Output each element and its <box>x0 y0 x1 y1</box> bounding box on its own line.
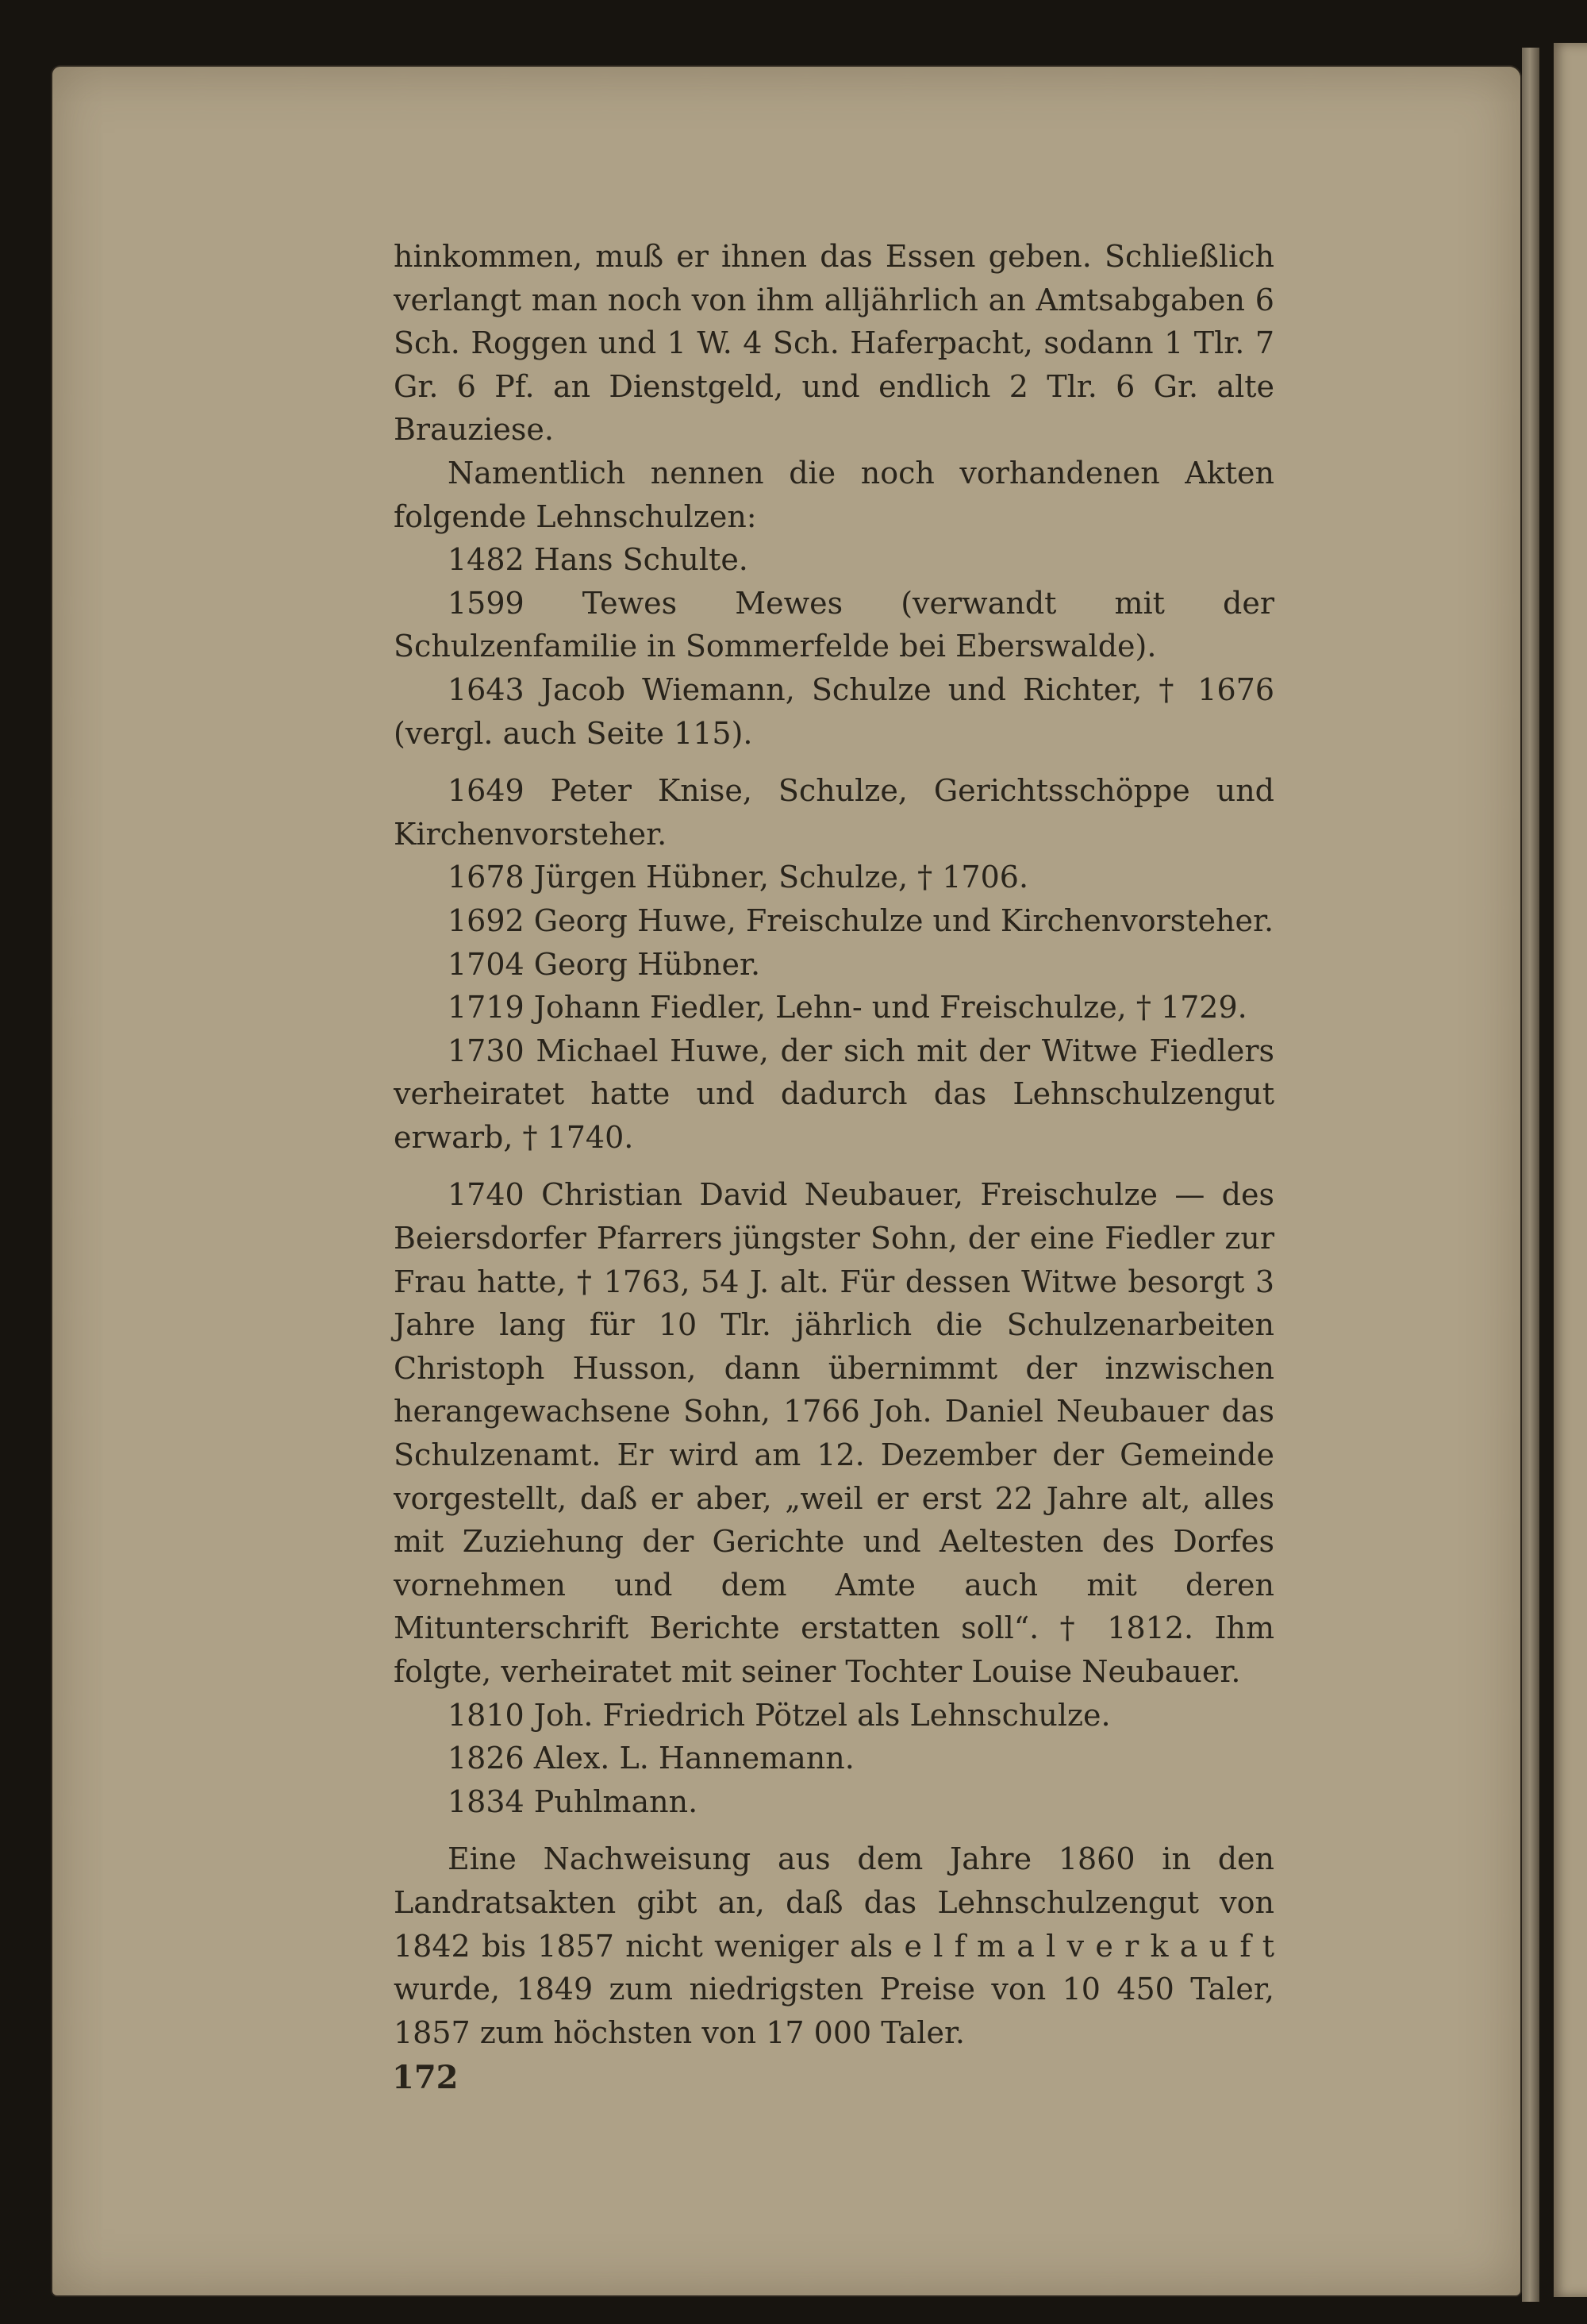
list-item: 1719 Johann Fiedler, Lehn- und Freischulze, † 1729. <box>448 990 1247 1025</box>
paragraph: Namentlich nennen die noch vorhandenen Akten folgende Lehnschulzen: <box>394 455 1274 534</box>
body-text <box>394 235 1274 2054</box>
list-item: 1482 Hans Schulte. <box>448 542 748 578</box>
page-edge <box>1522 48 1539 2302</box>
list-item: 1649 Peter Knise, Schulze, Gerichtsschöppe und Kirchenvorsteher. <box>394 773 1274 852</box>
paragraph: hinkommen, muß er ihnen das Essen geben. Schließlich verlangt man noch von ihm alljährlich an Amtsabgaben 6 Sch. Roggen und 1 W. 4 Sch. Haferpacht, sodann 1 Tlr. 7 Gr. 6 Pf. an Dienstgeld, und endlich 2 Tlr. 6 Gr. alte Brauziese. <box>394 239 1274 448</box>
list-item: 1834 Puhlmann. <box>448 1783 698 1819</box>
list-item: 1826 Alex. L. Hannemann. <box>448 1741 855 1776</box>
list-item: 1678 Jürgen Hübner, Schulze, † 1706. <box>448 860 1029 895</box>
list-item: 1692 Georg Huwe, Freischulze und Kirchenvorsteher. <box>448 902 1274 938</box>
list-item: 1704 Georg Hübner. <box>448 946 761 982</box>
paragraph: Eine Nachweisung aus dem Jahre 1860 in den Landratsakten gibt an, daß das Lehnschulzengut von 1842 bis 1857 nicht weniger als e l f m a l v e r k a u f t wurde, 1849 zum niedrigsten Preise von 10 450 Taler, 1857 zum höchsten von 17 000 Taler. <box>394 1841 1274 2050</box>
list-item: 1599 Tewes Mewes (verwandt mit der Schulzenfamilie in Sommerfelde bei Eberswalde). <box>394 585 1274 664</box>
list-item: 1810 Joh. Friedrich Pötzel als Lehnschulze. <box>448 1697 1111 1733</box>
facing-page-edge <box>1554 43 1587 2297</box>
page-number: 172 <box>392 2059 459 2096</box>
list-item: 1643 Jacob Wiemann, Schulze und Richter, † 1676 (vergl. auch Seite 115). <box>394 671 1274 751</box>
list-item: 1740 Christian David Neubauer, Freischulze — des Beiersdorfer Pfarrers jüngster Sohn, der eine Fiedler zur Frau hatte, † 1763, 54 J. alt. Für dessen Witwe besorgt 3 Jahre lang für 10 Tlr. jährlich die Schulzenarbeiten Christoph Husson, dann übernimmt der inzwischen herangewachsene Sohn, 1766 Joh. Daniel Neubauer das Schulzenamt. Er wird am 12. Dezember der Gemeinde vorgestellt, daß er aber, „weil er erst 22 Jahre alt, alles mit Zuziehung der Gerichte und Aeltesten des Dorfes vornehmen und dem Amte auch mit deren Mitunterschrift Berichte erstatten soll“. † 1812. Ihm folgte, verheiratet mit seiner Tochter Louise Neubauer. <box>394 1177 1274 1689</box>
list-item: 1730 Michael Huwe, der sich mit der Witwe Fiedlers verheiratet hatte und dadurch das Lehnschulzengut erwarb, † 1740. <box>394 1033 1274 1155</box>
